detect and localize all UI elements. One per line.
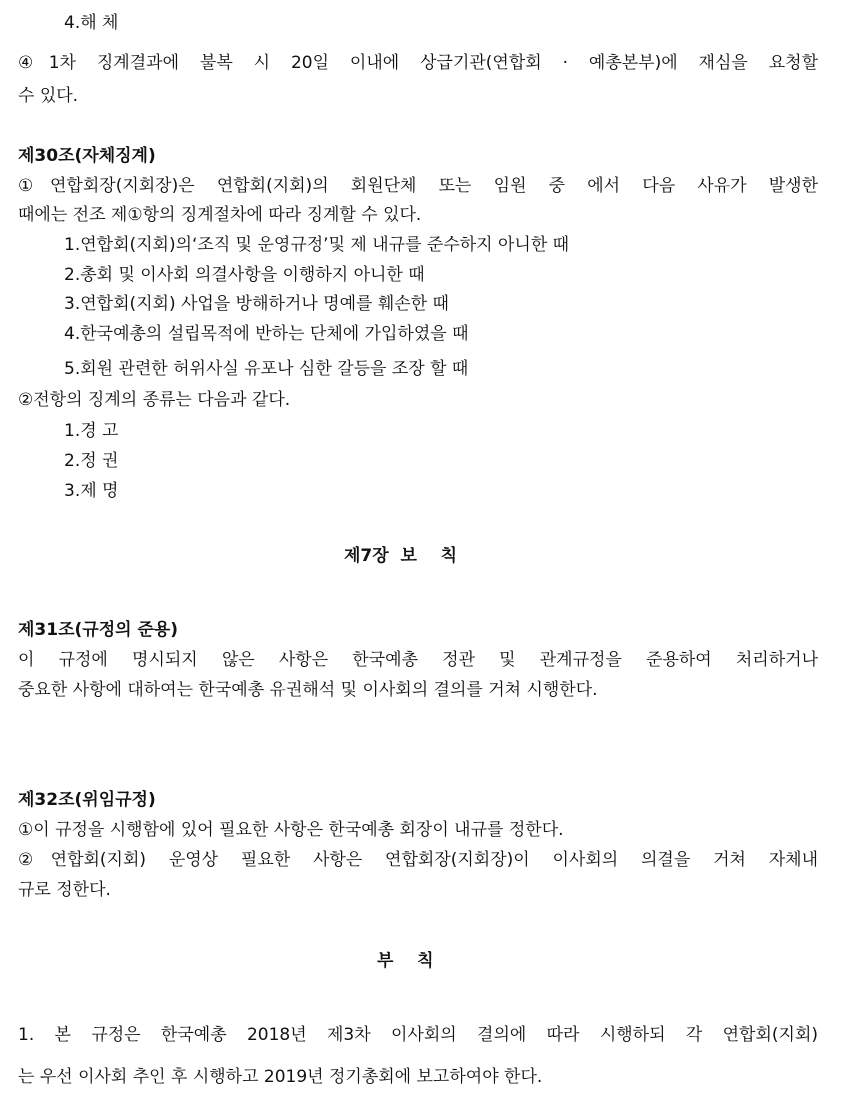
article-31-line-2: 중요한 사항에 대하여는 한국예총 유권해석 및 이사회의 결의를 거쳐 시행한다. [18, 680, 598, 700]
reason-item: 3.연합회(지회) 사업을 방해하거나 명예를 훼손한 때 [64, 294, 449, 314]
addenda-line-1: 1. 본 규정은 한국예총 2018년 제3차 이사회의 결의에 따라 시행하되 각 연합회(지회) [18, 1025, 818, 1045]
addenda-title: 부 칙 [377, 951, 434, 971]
addenda-line-2: 는 우선 이사회 추인 후 시행하고 2019년 정기총회에 보고하여야 한다. [18, 1067, 543, 1087]
reason-item: 1.연합회(지회)의‘조직 및 운영규정’및 제 내규를 준수하지 아니한 때 [64, 235, 570, 255]
article-31-heading: 제31조(규정의 준용) [18, 620, 179, 640]
chapter-7-title: 제7장 보 칙 [344, 546, 458, 566]
appeal-paragraph-line-2: 수 있다. [18, 86, 79, 106]
article-31-line-1: 이 규정에 명시되지 않은 사항은 한국예총 정관 및 관계규정을 준용하여 처리하거나 [18, 650, 818, 670]
reason-item: 4.한국예총의 설립목적에 반하는 단체에 가입하였을 때 [64, 324, 469, 344]
reason-item: 5.회원 관련한 허위사실 유포나 심한 갈등을 조장 할 때 [64, 359, 469, 379]
article-32-para-1: ①이 규정을 시행함에 있어 필요한 사항은 한국예총 회장이 내규를 정한다. [18, 820, 564, 840]
penalty-kind-item: 1.경 고 [64, 421, 119, 441]
article-32-para-2-line-1: ②연합회(지회) 운영상 필요한 사항은 연합회장(지회장)이 이사회의 의결을 거쳐 자체내 [18, 850, 818, 870]
article-32-para-2-line-2: 규로 정한다. [18, 880, 111, 900]
dismissal-item: 4.해 체 [64, 13, 119, 33]
penalty-kind-item: 3.제 명 [64, 481, 119, 501]
article-32-heading: 제32조(위임규정) [18, 790, 156, 810]
article-30-para-2: ②전항의 징계의 종류는 다음과 같다. [18, 390, 291, 410]
article-30-heading: 제30조(자체징계) [18, 146, 156, 166]
article-30-para-1-line-1: ①연합회장(지회장)은 연합회(지회)의 회원단체 또는 임원 중 에서 다음 사유가 발생한 [18, 176, 818, 196]
penalty-kind-item: 2.정 권 [64, 451, 119, 471]
article-30-para-1-line-2: 때에는 전조 제①항의 징계절차에 따라 징계할 수 있다. [18, 205, 422, 225]
reason-item: 2.총회 및 이사회 의결사항을 이행하지 아니한 때 [64, 265, 425, 285]
appeal-paragraph-line-1: ④1차 징계결과에 불복 시 20일 이내에 상급기관(연합회 · 예총본부)에 재심을 요청할 [18, 53, 818, 73]
